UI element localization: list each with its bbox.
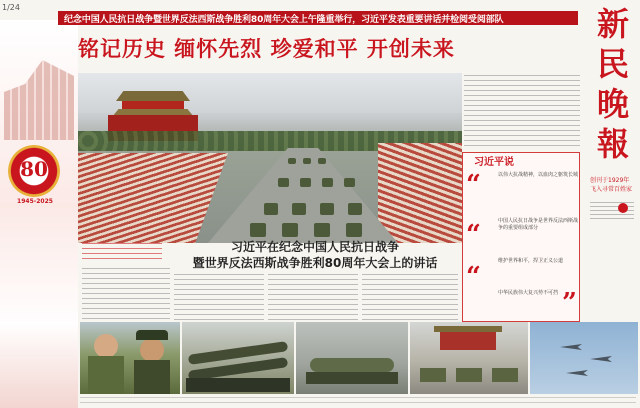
masthead-char: 新 xyxy=(596,5,629,43)
bottom-photo-launcher xyxy=(296,322,408,394)
parade-vehicle xyxy=(314,223,330,237)
quote-mark-icon: ” xyxy=(562,288,577,318)
comment-title: 习近平说 xyxy=(474,157,514,168)
quote-mark-icon: “ xyxy=(466,262,481,292)
speech-title xyxy=(175,239,455,271)
parade-vehicle xyxy=(303,158,311,164)
main-parade-photo xyxy=(78,73,462,243)
spectator-stands-right xyxy=(378,143,462,243)
quote-mark-icon: “ xyxy=(466,220,481,250)
comment-quote: 中国人民抗日战争是世界反法西斯战争的重要组成部分 xyxy=(498,218,579,231)
parade-vehicle xyxy=(292,203,306,215)
lead-article-text xyxy=(464,75,580,149)
speech-text-col-1 xyxy=(82,268,170,320)
bottom-photo-tiananmen-vehicles xyxy=(410,322,528,394)
bottom-left-decoration xyxy=(0,322,78,408)
bottom-photo-missiles xyxy=(182,322,294,394)
page-number: 1/24 xyxy=(2,3,20,12)
speech-title-line2: 暨世界反法西斯战争胜利80周年大会上的讲话 xyxy=(192,256,438,270)
emblem-years: 1945-2025 xyxy=(17,198,53,205)
parade-vehicle xyxy=(320,203,334,215)
speech-text-col-4 xyxy=(362,274,458,320)
parade-vehicle xyxy=(278,178,289,187)
parade-vehicle xyxy=(318,158,326,164)
parade-vehicle xyxy=(300,178,311,187)
parade-vehicle xyxy=(282,223,298,237)
tiananmen-roof-upper xyxy=(116,91,190,101)
parade-vehicle xyxy=(348,203,362,215)
masthead-char: 晚 xyxy=(596,85,629,123)
spectator-stands-left xyxy=(78,153,228,243)
parade-vehicle xyxy=(344,178,355,187)
comment-quote: 中华民族伟大复兴势不可挡 xyxy=(498,290,559,296)
comment-quote: 维护世界和平，捍卫正义公道 xyxy=(498,258,564,264)
parade-vehicle xyxy=(346,223,362,237)
parade-vehicle xyxy=(322,178,333,187)
speech-text-col-3 xyxy=(268,274,358,320)
masthead-badge xyxy=(618,203,628,213)
top-banner-text: 纪念中国人民抗日战争暨世界反法西斯战争胜利80周年大会上午隆重举行，习近平发表重要讲话并检阅受阅部队 xyxy=(64,15,504,25)
speech-title-line1: 习近平在纪念中国人民抗日战争 xyxy=(230,240,399,254)
emblem-number: 80 xyxy=(20,157,48,181)
masthead-subtitle: 创刊于1929年 飞入寻常百姓家 xyxy=(590,177,633,193)
speech-text-col-2 xyxy=(174,274,264,320)
photo-caption-lines xyxy=(82,243,162,263)
comment-quote: 以伟大抗战精神，以血肉之躯筑长城 xyxy=(498,172,579,178)
parade-vehicle xyxy=(264,203,278,215)
bottom-photo-soldiers xyxy=(80,322,180,394)
masthead-char: 民 xyxy=(596,45,629,83)
quote-mark-icon: “ xyxy=(466,170,481,200)
parade-vehicle xyxy=(250,223,266,237)
masthead-char: 報 xyxy=(596,125,629,163)
parade-vehicle xyxy=(288,158,296,164)
bottom-photo-jets xyxy=(530,322,638,394)
headline: 铭记历史 缅怀先烈 珍爱和平 开创未来 xyxy=(78,36,455,61)
bottom-caption-lines xyxy=(80,397,636,403)
